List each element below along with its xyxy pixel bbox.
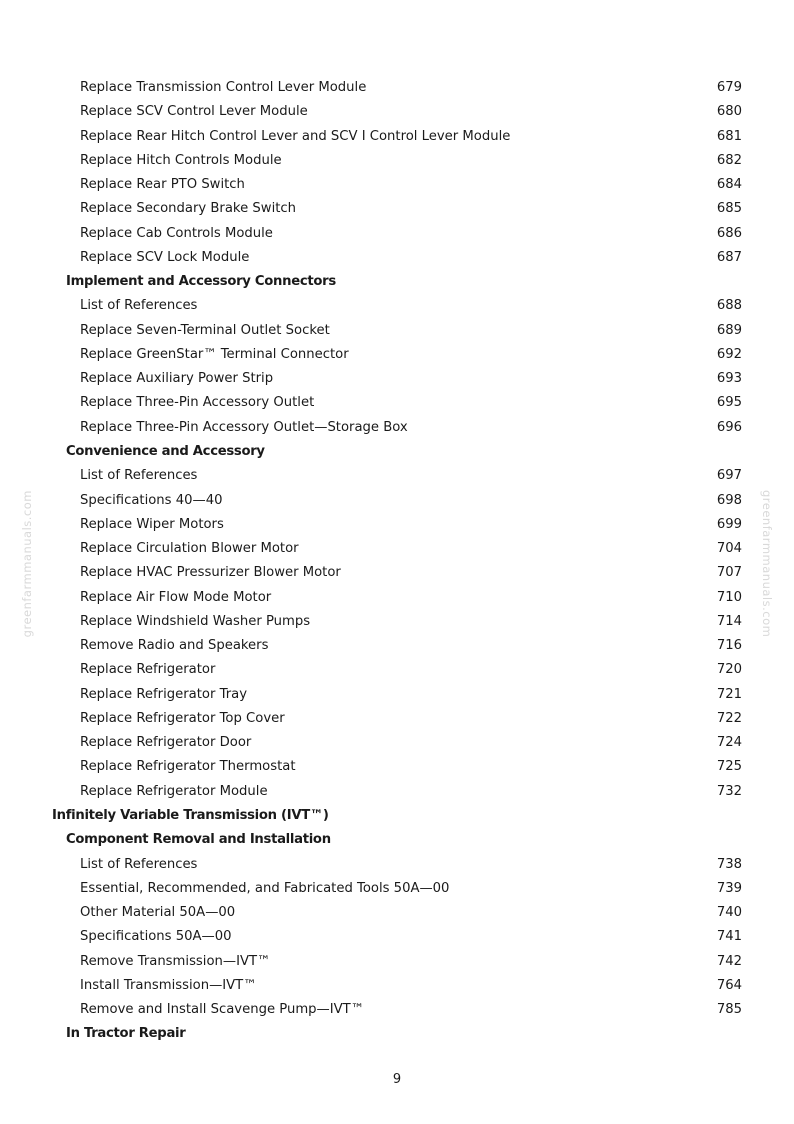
toc-entry-title: Replace SCV Control Lever Module: [80, 104, 308, 120]
toc-entry-title: Replace Auxiliary Power Strip: [80, 371, 274, 387]
toc-entry[interactable]: [0, 537, 794, 561]
toc-entry[interactable]: [0, 731, 794, 755]
toc-entry-page-number: 697: [716, 468, 742, 484]
toc-entry-page-number: 695: [716, 395, 742, 411]
toc-entry[interactable]: [0, 513, 794, 537]
toc-entry[interactable]: [0, 76, 794, 100]
toc-entry-page-number: 696: [716, 419, 742, 435]
toc-entry-title: Install Transmission—IVT™: [80, 977, 257, 993]
toc-entry-title: Replace Windshield Washer Pumps: [80, 613, 311, 629]
toc-entry[interactable]: [0, 780, 794, 804]
toc-entry[interactable]: [0, 658, 794, 682]
toc-entry-page-number: 685: [716, 201, 742, 217]
toc-entry-title: List of References: [80, 468, 198, 484]
toc-entry-title: Replace Seven-Terminal Outlet Socket: [80, 322, 330, 338]
toc-entry-page-number: 680: [716, 104, 742, 120]
toc-entry-title: Other Material 50A—00: [80, 905, 236, 921]
toc-entry[interactable]: [0, 367, 794, 391]
toc-entry-page-number: 738: [716, 856, 742, 872]
toc-entry[interactable]: [0, 998, 794, 1022]
toc-entry-page-number: 716: [716, 638, 742, 654]
toc-entry-page-number: 740: [716, 905, 742, 921]
toc-entry-title: Remove Radio and Speakers: [80, 638, 269, 654]
toc-entry-title: Replace Refrigerator Door: [80, 735, 252, 751]
toc-entry-title: Specifications 50A—00: [80, 929, 232, 945]
toc-entry[interactable]: [0, 853, 794, 877]
toc-entry-page-number: 725: [716, 759, 742, 775]
toc-entry-title: List of References: [80, 298, 198, 314]
toc-entry-page-number: 742: [716, 953, 742, 969]
toc-entry[interactable]: [0, 925, 794, 949]
toc-entry-page-number: 682: [716, 152, 742, 168]
toc-entry-title: Replace HVAC Pressurizer Blower Motor: [80, 565, 341, 581]
toc-entry-title: Essential, Recommended, and Fabricated Tools 50A—00: [80, 880, 450, 896]
toc-entry[interactable]: [0, 416, 794, 440]
toc-entry[interactable]: [0, 901, 794, 925]
toc-entry[interactable]: [0, 125, 794, 149]
toc-entry[interactable]: [0, 464, 794, 488]
toc-entry-title: Replace Transmission Control Lever Module: [80, 80, 367, 95]
toc-entry[interactable]: [0, 877, 794, 901]
toc-entry-page-number: 732: [716, 783, 742, 799]
toc-entry-title: Replace Rear Hitch Control Lever and SCV I Control Lever Module: [80, 128, 511, 144]
page-number: 9: [392, 1072, 402, 1087]
toc-entry[interactable]: [0, 222, 794, 246]
toc-entry[interactable]: [0, 489, 794, 513]
toc-entry[interactable]: [0, 634, 794, 658]
toc-entry[interactable]: [0, 586, 794, 610]
toc-entry-title: Replace Refrigerator Tray: [80, 686, 248, 702]
toc-section-heading[interactable]: [0, 270, 794, 294]
toc-entry[interactable]: [0, 100, 794, 124]
toc-entry-title: Replace GreenStar™ Terminal Connector: [80, 346, 349, 362]
toc-entry-title: Convenience and Accessory: [66, 443, 265, 459]
toc-entry-page-number: 714: [716, 613, 742, 629]
toc-entry-page-number: 681: [716, 128, 742, 144]
toc-entry-page-number: 739: [716, 880, 742, 896]
toc-entry-title: Replace Hitch Controls Module: [80, 152, 282, 168]
toc-entry-title: Replace SCV Lock Module: [80, 249, 250, 265]
toc-entry-page-number: 704: [716, 541, 742, 557]
toc-entry-title: Replace Three-Pin Accessory Outlet—Storage Box: [80, 419, 408, 435]
toc-entry-page-number: 721: [716, 686, 742, 702]
watermark-left: greenfarmmanuals.com: [20, 490, 34, 638]
toc-entry[interactable]: [0, 974, 794, 998]
toc-entry-title: Replace Refrigerator Top Cover: [80, 710, 285, 726]
toc-entry-page-number: 686: [716, 225, 742, 241]
toc-entry[interactable]: [0, 755, 794, 779]
toc-entry-title: Infinitely Variable Transmission (IVT™): [52, 807, 329, 823]
toc-entry-page-number: 693: [716, 371, 742, 387]
toc-entry-page-number: 687: [716, 249, 742, 265]
toc-entry[interactable]: [0, 707, 794, 731]
toc-entry-page-number: 688: [716, 298, 742, 314]
toc-entry-title: Specifications 40—40: [80, 492, 223, 508]
toc-entry[interactable]: [0, 950, 794, 974]
toc-entry-title: Implement and Accessory Connectors: [66, 274, 336, 290]
toc-entry[interactable]: [0, 343, 794, 367]
toc-entry-title: Replace Refrigerator Module: [80, 783, 268, 799]
toc-entry[interactable]: [0, 173, 794, 197]
toc-entry-title: List of References: [80, 856, 198, 872]
toc-entry-page-number: 707: [716, 565, 742, 581]
toc-entry-page-number: 785: [716, 1002, 742, 1018]
toc-entry-page-number: 699: [716, 516, 742, 532]
toc-section-heading[interactable]: [0, 804, 794, 828]
toc-entry[interactable]: [0, 319, 794, 343]
toc-entry-page-number: 720: [716, 662, 742, 678]
toc-entry[interactable]: [0, 610, 794, 634]
toc-entry-title: Component Removal and Installation: [66, 832, 331, 848]
toc-entry-page-number: 724: [716, 735, 742, 751]
toc-section-heading[interactable]: [0, 828, 794, 852]
toc-entry[interactable]: [0, 561, 794, 585]
table-of-contents: [0, 76, 794, 1047]
toc-entry[interactable]: [0, 683, 794, 707]
toc-entry-page-number: 692: [716, 346, 742, 362]
toc-entry-title: Replace Refrigerator Thermostat: [80, 759, 296, 775]
toc-entry-title: Replace Wiper Motors: [80, 516, 224, 532]
toc-entry-page-number: 741: [716, 929, 742, 945]
toc-section-heading[interactable]: [0, 1022, 794, 1046]
toc-entry-title: Replace Secondary Brake Switch: [80, 201, 297, 217]
toc-section-heading[interactable]: [0, 440, 794, 464]
toc-entry[interactable]: [0, 197, 794, 221]
toc-entry[interactable]: [0, 149, 794, 173]
toc-entry-page-number: 722: [716, 710, 742, 726]
toc-entry-page-number: 684: [716, 177, 742, 193]
toc-entry-title: Replace Circulation Blower Motor: [80, 541, 299, 557]
toc-entry-title: Replace Refrigerator: [80, 662, 216, 678]
watermark-right: greenfarmmanuals.com: [760, 490, 774, 638]
toc-entry-page-number: 764: [716, 977, 742, 993]
toc-entry-title: Remove Transmission—IVT™: [80, 953, 271, 969]
toc-entry-title: Replace Cab Controls Module: [80, 225, 273, 241]
toc-entry[interactable]: [0, 391, 794, 415]
toc-entry-title: Replace Three-Pin Accessory Outlet: [80, 395, 315, 411]
toc-entry-page-number: 698: [716, 492, 742, 508]
toc-entry-page-number: 689: [716, 322, 742, 338]
toc-entry[interactable]: [0, 294, 794, 318]
toc-entry-title: Remove and Install Scavenge Pump—IVT™: [80, 1002, 364, 1018]
toc-entry[interactable]: [0, 246, 794, 270]
toc-entry-title: Replace Air Flow Mode Motor: [80, 589, 272, 605]
toc-entry-page-number: 710: [716, 589, 742, 605]
toc-entry-title: In Tractor Repair: [66, 1026, 186, 1042]
toc-entry-title: Replace Rear PTO Switch: [80, 177, 245, 193]
toc-entry-page-number: 679: [716, 80, 742, 95]
